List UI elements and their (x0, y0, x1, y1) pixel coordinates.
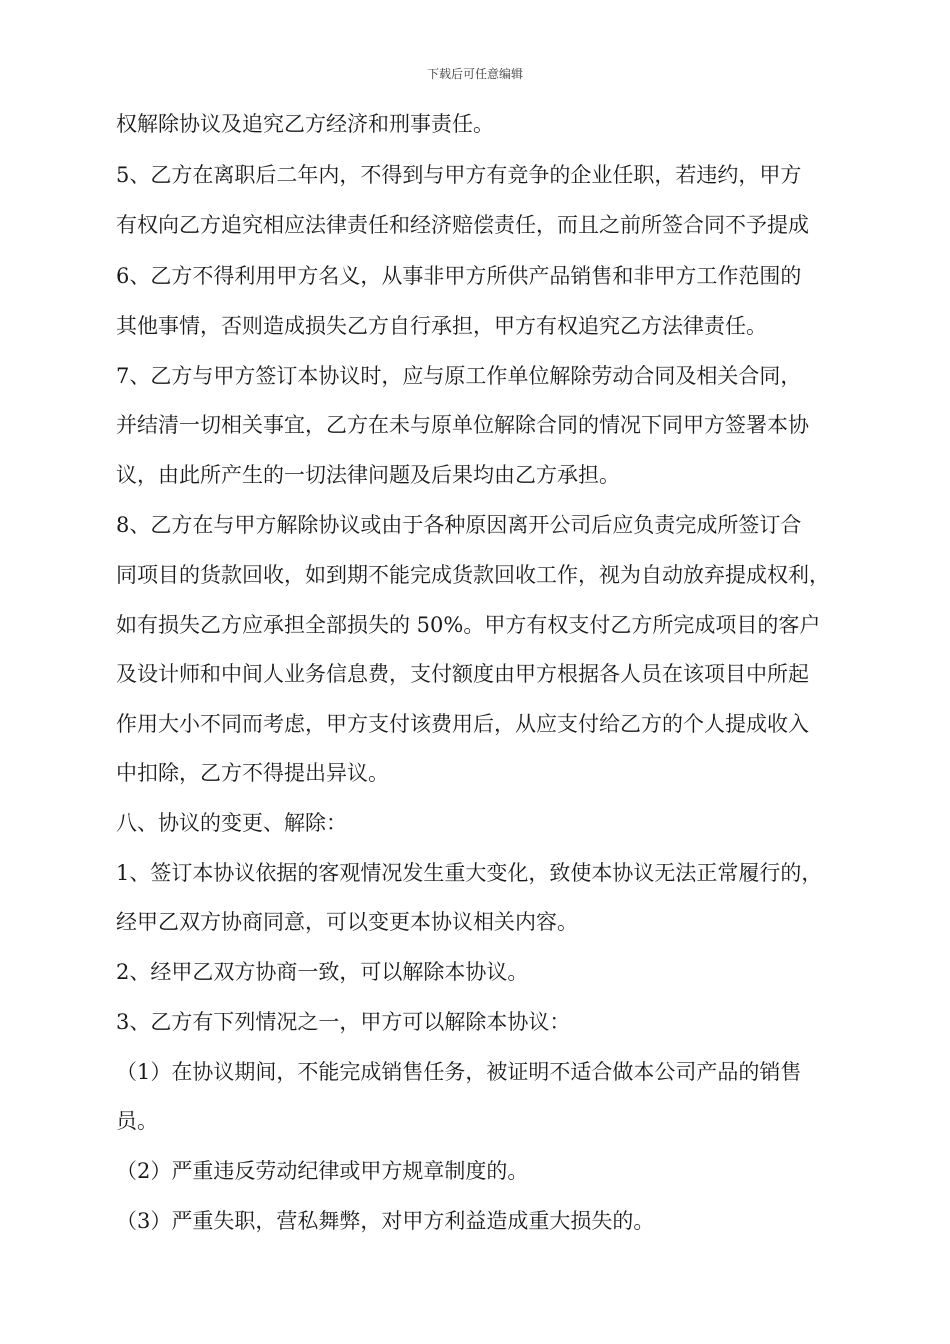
text-line: 其他事情，否则造成损失乙方自行承担，甲方有权追究乙方法律责任。 (116, 314, 767, 338)
text-line: 经甲乙双方协商同意，可以变更本协议相关内容。 (116, 910, 578, 934)
text-line: 3、乙方有下列情况之一，甲方可以解除本协议： (116, 1010, 571, 1034)
text-line: 6、乙方不得利用甲方名义，从事非甲方所供产品销售和非甲方工作范围的 (116, 264, 802, 288)
text-line: 作用大小不同而考虑，甲方支付该费用后，从应支付给乙方的个人提成收入 (116, 712, 809, 736)
text-line: 1、签订本协议依据的客观情况发生重大变化，致使本协议无法正常履行的， (116, 861, 823, 885)
text-line: （1）在协议期间，不能完成销售任务，被证明不适合做本公司产品的销售 (116, 1060, 802, 1084)
page-header: 下载后可任意编辑 (426, 67, 523, 81)
text-line: 权解除协议及追究乙方经济和刑事责任。 (116, 112, 494, 136)
text-line: 如有损失乙方应承担全部损失的 50%。甲方有权支付乙方所完成项目的客户 (116, 613, 821, 637)
text-line: 5、乙方在离职后二年内，不得到与甲方有竞争的企业任职，若违约，甲方 (116, 163, 802, 187)
text-line: 7、乙方与甲方签订本协议时，应与原工作单位解除劳动合同及相关合同， (116, 364, 802, 388)
text-line: 2、经甲乙双方协商一致，可以解除本协议。 (116, 960, 529, 984)
text-line: 8、乙方在与甲方解除协议或由于各种原因离开公司后应负责完成所签订合 (116, 513, 802, 537)
text-line: 中扣除，乙方不得提出异议。 (116, 761, 389, 785)
text-line: 议，由此所产生的一切法律问题及后果均由乙方承担。 (116, 463, 620, 487)
text-line: （3）严重失职，营私舞弊，对甲方利益造成重大损失的。 (116, 1209, 655, 1233)
text-line: 及设计师和中间人业务信息费，支付额度由甲方根据各人员在该项目中所起 (116, 662, 809, 686)
text-line: （2）严重违反劳动纪律或甲方规章制度的。 (116, 1159, 529, 1183)
text-line: 同项目的货款回收，如到期不能完成货款回收工作，视为自动放弃提成权利， (116, 563, 830, 587)
text-line: 并结清一切相关事宜，乙方在未与原单位解除合同的情况下同甲方签署本协 (116, 413, 809, 437)
text-line: 有权向乙方追究相应法律责任和经济赔偿责任，而且之前所签合同不予提成 (116, 213, 809, 237)
text-line: 员。 (116, 1109, 158, 1133)
section-heading: 八、协议的变更、解除： (116, 811, 347, 835)
